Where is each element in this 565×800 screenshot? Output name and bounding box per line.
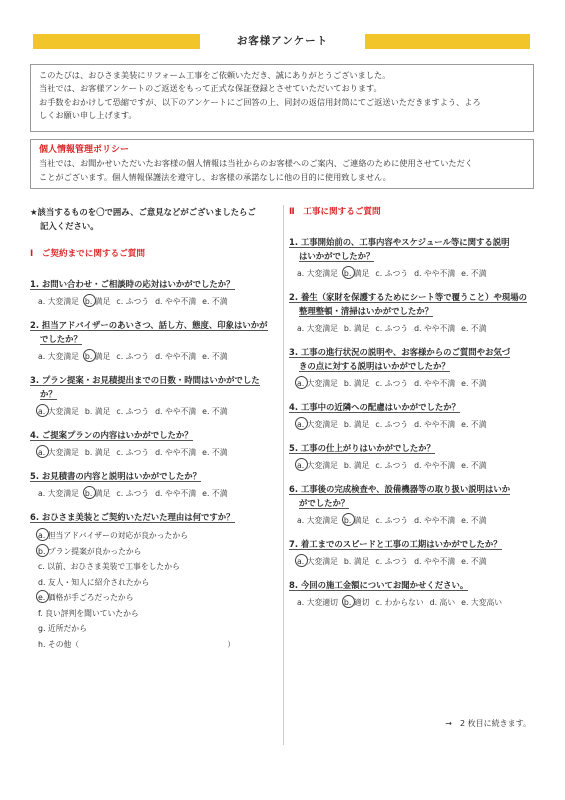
question-text (289, 482, 541, 510)
question-line: 3. プラン提案・お見積提出までの日数・時間はいかがでした (30, 375, 260, 385)
answer-option[interactable]: a. 大変満足 (38, 489, 79, 498)
intro-line: お手数をおかけして恐縮ですが、以下のアンケートにご回答の上、同封の返信用封筒にてご返送いただきますよう、よろ (39, 96, 481, 107)
title-bar-left (33, 34, 200, 49)
question (289, 441, 541, 471)
answer-option-selected[interactable]: b. 満足 (84, 352, 111, 361)
answer-option[interactable]: a. 大変適切 (297, 598, 338, 607)
instruction-line: 記入ください。 (40, 221, 99, 231)
answer-options (30, 488, 282, 499)
reason-option[interactable]: c. 以前、おひさま美装で工事をしたから (38, 562, 180, 571)
answer-options (30, 296, 282, 307)
answer-option-selected[interactable]: a. 大変満足 (297, 461, 338, 470)
question-line: 1. 工事開始前の、工事内容やスケジュール等に関する説明 (289, 237, 510, 247)
continue-note: → 2 枚目に続きます。 (445, 719, 531, 728)
answer-option[interactable]: b. 満足 (343, 461, 370, 470)
answer-option[interactable]: d. やや不満 (414, 557, 456, 566)
answer-option[interactable]: b. 満足 (84, 448, 111, 457)
reason-option[interactable]: d. 友人・知人に紹介されたから (38, 577, 150, 587)
answer-option[interactable]: d. やや不満 (155, 407, 197, 416)
answer-option[interactable]: c. ふつう (116, 352, 150, 361)
intro-line: しくお願い申し上げます。 (39, 110, 137, 121)
question (289, 400, 541, 430)
answer-options (289, 419, 541, 430)
answer-option[interactable]: c. ふつう (375, 324, 409, 333)
question-line: がでしたか？ (299, 498, 350, 508)
answer-option[interactable]: d. やや不満 (414, 379, 456, 388)
answer-option[interactable]: d. やや不満 (414, 516, 456, 525)
reason-option[interactable]: f. 良い評判を聞いていたから (38, 608, 139, 618)
answer-options (30, 351, 282, 362)
answer-option[interactable]: c. ふつう (375, 379, 409, 388)
answer-option[interactable]: c. ふつう (375, 420, 409, 429)
reason-option[interactable]: h. その他（ ） (38, 639, 236, 649)
answer-option[interactable]: c. ふつう (375, 269, 409, 278)
answer-option[interactable]: d. やや不満 (414, 324, 456, 333)
answer-option-selected[interactable]: b. 満足 (343, 516, 370, 525)
answer-option-selected[interactable]: a. 大変満足 (38, 448, 79, 457)
instruction (30, 205, 282, 233)
reason-option-selected[interactable]: b. プラン提案が良かったから (38, 544, 141, 560)
answer-option[interactable]: e. 不満 (461, 379, 487, 388)
answer-option-selected[interactable]: a. 大変満足 (297, 557, 338, 566)
question-line: 5. 工事の仕上がりはいかがでしたか？ (289, 443, 435, 453)
answer-option[interactable]: a. 大変満足 (297, 516, 338, 525)
answer-option[interactable]: d. やや不満 (155, 352, 197, 361)
intro-line: このたびは、おひさま美装にリフォーム工事をご依頼いただき、誠にありがとうございました。 (39, 70, 391, 80)
answer-option[interactable]: e. 不満 (461, 269, 487, 278)
question-line: 5. お見積書の内容と説明はいかがでしたか？ (30, 471, 202, 481)
question-text (289, 290, 541, 318)
answer-option[interactable]: b. 満足 (343, 379, 370, 388)
answer-options (289, 597, 541, 608)
answer-option[interactable]: e. 不満 (202, 352, 228, 361)
answer-option[interactable]: b. 満足 (343, 324, 370, 333)
answer-options (289, 515, 541, 526)
privacy-box (30, 139, 534, 189)
answer-options (289, 460, 541, 471)
answer-option[interactable]: e. 不満 (461, 516, 487, 525)
answer-options (289, 268, 541, 279)
privacy-line: ことがございます。個人情報保護法を遵守し、お客様の承諾なしに他の目的に使用致しません。 (39, 171, 391, 182)
answer-option-selected[interactable]: b. 満足 (343, 269, 370, 278)
question-line: 4. ご提案プランの内容はいかがでしたか？ (30, 430, 193, 440)
answer-option[interactable]: a. 大変満足 (38, 297, 79, 306)
answer-option[interactable]: a. 大変満足 (297, 269, 338, 278)
question (30, 373, 282, 417)
instruction-line: ★該当するものを〇で囲み、ご意見などがございましたらご (30, 207, 256, 217)
question (289, 482, 541, 526)
answer-option-selected[interactable]: a. 大変満足 (297, 420, 338, 429)
right-questions (289, 235, 541, 608)
answer-option[interactable]: d. やや不満 (414, 269, 456, 278)
answer-option[interactable]: e. 不満 (202, 407, 228, 416)
question (30, 277, 282, 307)
question-text (30, 318, 282, 346)
question-text (30, 428, 282, 442)
question-text (289, 400, 541, 414)
question-line: 4. 工事中の近隣への配慮はいかがでしたか？ (289, 402, 461, 412)
answer-option[interactable]: e. 不満 (202, 489, 228, 498)
answer-option-selected[interactable]: b. 満足 (84, 489, 111, 498)
answer-option[interactable]: b. 満足 (343, 557, 370, 566)
section-heading-contract: Ⅰ ご契約までに関するご質問 (30, 249, 145, 259)
question-line: か？ (40, 389, 57, 399)
answer-options (289, 323, 541, 334)
answer-option[interactable]: e. 不満 (461, 557, 487, 566)
answer-option[interactable]: e. 不満 (461, 324, 487, 333)
question (289, 290, 541, 334)
privacy-line: 当社では、お聞かせいただいたお客様の個人情報は当社からのお客様へのご案内、ご連絡のために使用させていただく (39, 158, 473, 169)
question (289, 235, 541, 279)
question-line: きの点に対する説明はいかがでしたか？ (299, 361, 450, 371)
answer-options (289, 556, 541, 567)
reason-option[interactable]: g. 近所だから (38, 624, 87, 633)
answer-option[interactable]: d. やや不満 (414, 461, 456, 470)
answer-option[interactable]: e. 不満 (461, 420, 487, 429)
title-bar-right (365, 34, 530, 49)
answer-option[interactable]: a. 大変満足 (38, 352, 79, 361)
reason-option-selected[interactable]: e. 価格が手ごろだったから (38, 590, 134, 606)
page-title: お客様アンケート (236, 35, 329, 47)
question-line: 2. 養生（家財を保護するためにシート等で覆うこと）や現場の (289, 292, 528, 302)
question-line: はいかがでしたか？ (299, 251, 375, 261)
answer-option[interactable]: c. ふつう (116, 297, 150, 306)
answer-option[interactable]: e. 不満 (202, 448, 228, 457)
question (30, 428, 282, 458)
answer-option-selected[interactable]: a. 大変満足 (38, 407, 79, 416)
left-questions (30, 277, 282, 499)
question-line: でしたか？ (40, 334, 82, 344)
answer-options (30, 406, 282, 417)
answer-option[interactable]: e. 大変高い (461, 598, 503, 607)
question-line: 7. 着工までのスピードと工事の工期はいかがでしたか？ (289, 539, 502, 549)
answer-option[interactable]: d. やや不満 (155, 448, 197, 457)
right-column (289, 205, 541, 619)
answer-option[interactable]: e. 不満 (202, 297, 228, 306)
answer-option[interactable]: c. ふつう (375, 461, 409, 470)
answer-option[interactable]: d. やや不満 (155, 297, 197, 306)
question-text (289, 235, 541, 263)
question-text (30, 373, 282, 401)
answer-option[interactable]: d. やや不満 (155, 489, 197, 498)
answer-option[interactable]: b. 満足 (84, 407, 111, 416)
column-divider (283, 205, 284, 745)
answer-option[interactable]: d. 高い (429, 598, 456, 607)
answer-option[interactable]: b. 満足 (343, 420, 370, 429)
question-line: 6. おひさま美装とご契約いただいた理由は何ですか？ (30, 512, 235, 522)
question (289, 537, 541, 567)
question (289, 345, 541, 389)
question-line: 2. 担当アドバイザーのあいさつ、話し方、態度、印象はいかが (30, 320, 268, 330)
reason-list (30, 528, 282, 652)
question-text (289, 537, 541, 551)
question-line: 1. お問い合わせ・ご相談時の応対はいかがでしたか？ (30, 279, 235, 289)
answer-option[interactable]: e. 不満 (461, 461, 487, 470)
answer-option[interactable]: a. 大変満足 (297, 324, 338, 333)
section-heading-construction: Ⅱ 工事に関するご質問 (289, 207, 381, 217)
answer-option[interactable]: c. ふつう (116, 407, 150, 416)
question (289, 578, 541, 608)
question-text (289, 345, 541, 373)
answer-option[interactable]: c. ふつう (116, 448, 150, 457)
answer-options (30, 447, 282, 458)
left-column (30, 205, 282, 663)
answer-option[interactable]: c. ふつう (116, 489, 150, 498)
answer-option[interactable]: d. やや不満 (414, 420, 456, 429)
question-text (30, 277, 282, 291)
answer-option[interactable]: c. わからない (375, 598, 424, 607)
question-text (289, 441, 541, 455)
question-text (30, 469, 282, 483)
privacy-heading: 個人情報管理ポリシー (39, 145, 130, 155)
answer-option-selected[interactable]: b. 適切 (343, 598, 370, 607)
question (30, 469, 282, 499)
answer-option[interactable]: c. ふつう (375, 516, 409, 525)
intro-box (30, 64, 534, 132)
answer-option-selected[interactable]: a. 大変満足 (297, 379, 338, 388)
question-line: 3. 工事の進行状況の説明や、お客様からのご質問やお気づ (289, 347, 511, 357)
question-line: 整理整頓・清掃はいかがでしたか？ (299, 306, 433, 316)
answer-options (289, 378, 541, 389)
question-text (30, 510, 282, 524)
answer-option[interactable]: c. ふつう (375, 557, 409, 566)
question-line: 8. 今回の施工金額についてお聞かせください。 (289, 580, 469, 590)
reason-option-selected[interactable]: a. 担当アドバイザーの対応が良かったから (38, 528, 188, 544)
question-line: 6. 工事後の完成検査や、設備機器等の取り扱い説明はいか (289, 484, 511, 494)
question-6 (30, 510, 282, 652)
question (30, 318, 282, 362)
intro-line: 当社では、お客様アンケートのご返送をもって正式な保証登録とさせていただいております。 (39, 83, 382, 94)
answer-option-selected[interactable]: b. 満足 (84, 297, 111, 306)
question-text (289, 578, 541, 592)
